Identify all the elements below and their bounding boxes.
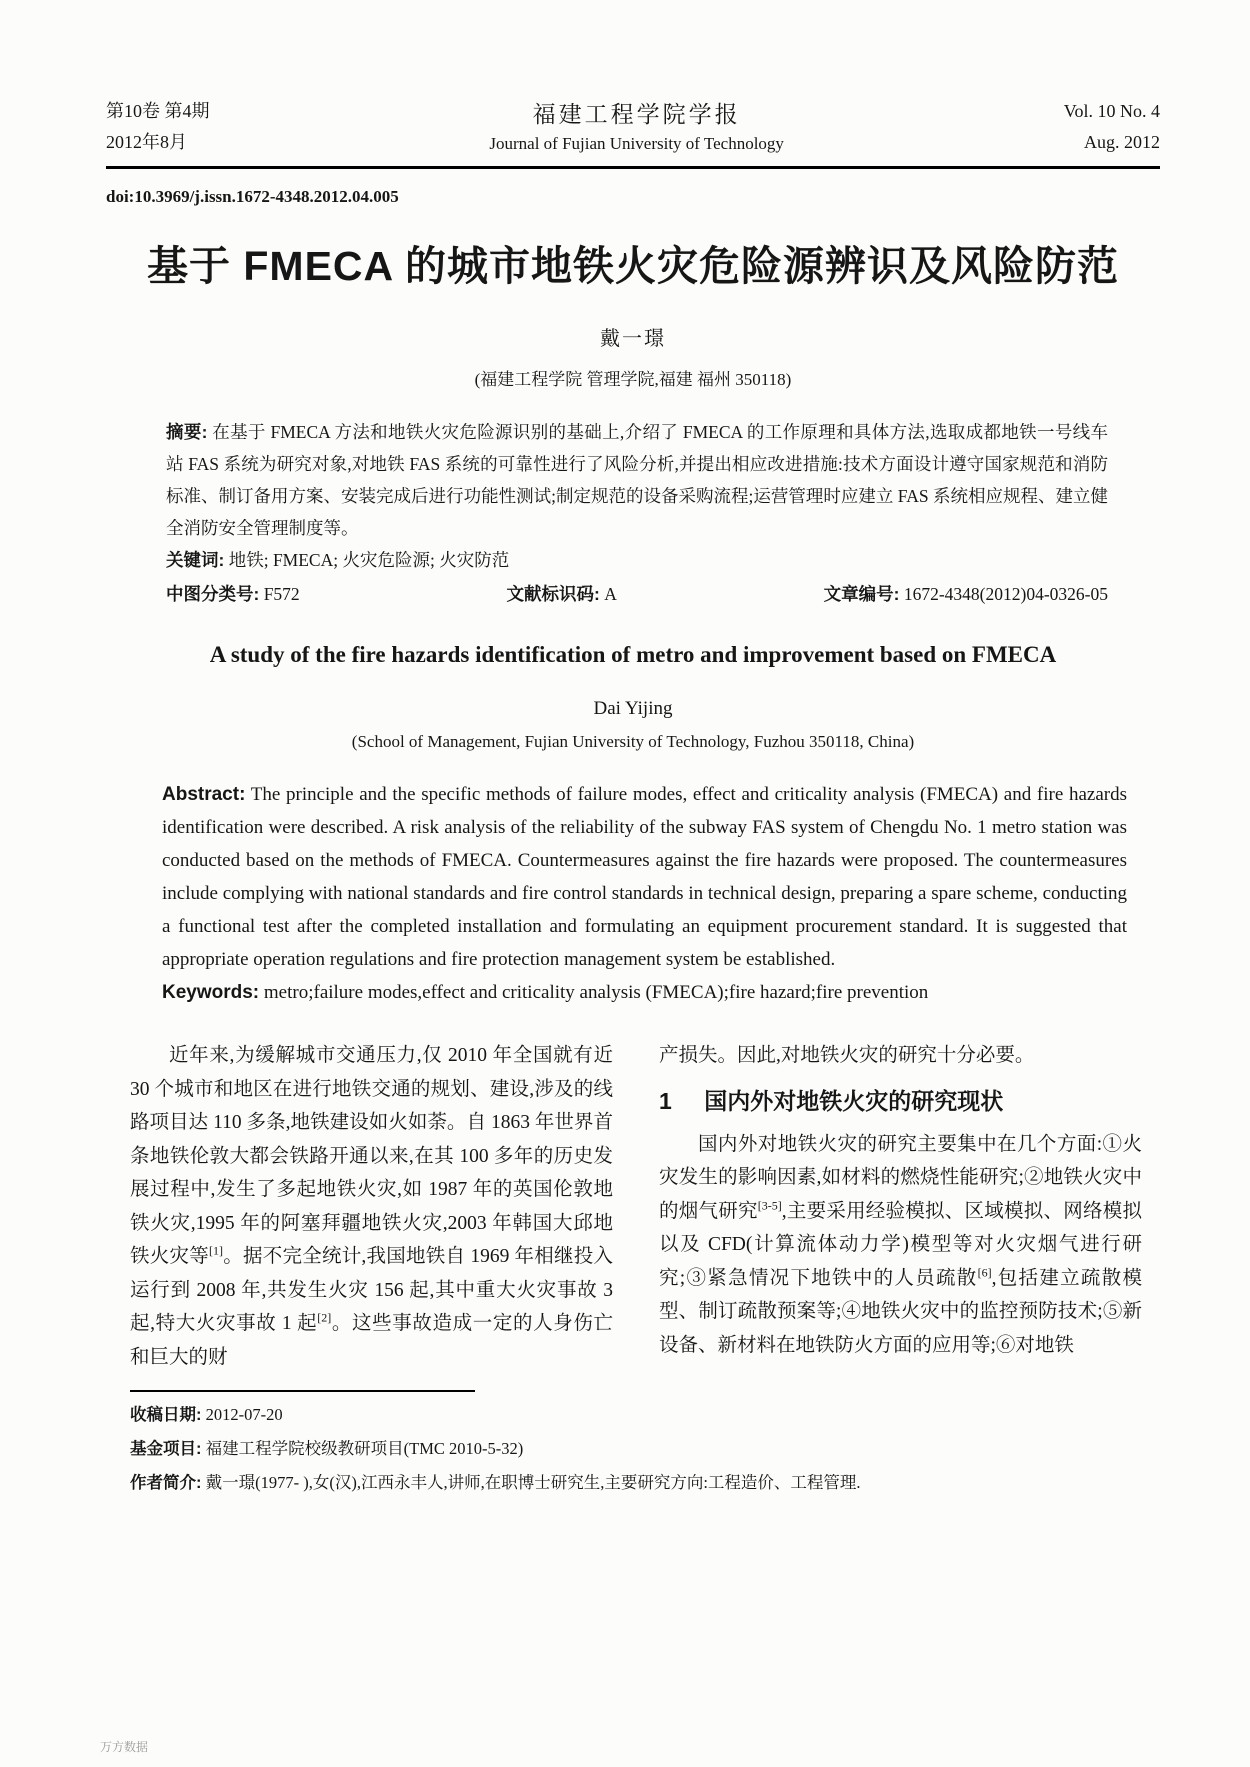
article-title-en: A study of the fire hazards identification of metro and improvement based on FMECA (209, 642, 1057, 667)
doi-line: doi:10.3969/j.issn.1672-4348.2012.04.005 (106, 187, 399, 206)
date-en: Aug. 2012 (1083, 132, 1160, 152)
fund-project-label: 基金项目: (130, 1440, 202, 1458)
volume-issue-en: Vol. 10 No. 4 (1063, 101, 1160, 121)
header-left (106, 96, 210, 158)
article-id-label: 文章编号: (823, 584, 900, 604)
keywords-cn-label: 关键词: (166, 550, 225, 570)
keywords-en-label: Keywords: (162, 982, 260, 1003)
abstract-cn-label: 摘要: (166, 422, 208, 442)
keywords-cn-line (166, 544, 1108, 576)
article-id-value: 1672-4348(2012)04-0326-05 (903, 584, 1108, 604)
footnote-divider (130, 1390, 475, 1392)
body-left-column (130, 1039, 613, 1374)
document-code (507, 578, 617, 610)
date-cn: 2012年8月 (106, 132, 187, 152)
fund-project-line (130, 1432, 1160, 1466)
affiliation-en: (School of Management, Fujian University of Technology, Fuzhou 350118, China) (351, 732, 915, 751)
received-date-label: 收稿日期: (130, 1406, 202, 1424)
author-bio-value: 戴一璟(1977- ),女(汉),江西永丰人,讲师,在职博士研究生,主要研究方向:工程造价、工程管理. (205, 1473, 861, 1492)
author-name-cn: 戴一璟 (600, 328, 666, 350)
wanfang-watermark: 万方数据 (100, 1740, 149, 1754)
abstract-cn-text: 在基于 FMECA 方法和地铁火灾危险源识别的基础上,介绍了 FMECA 的工作原理和具体方法,选取成都地铁一号线车站 FAS 系统为研究对象,对地铁 FAS 系统的可靠性进行了风险分析,并提出相应改进措施:技术方面设计遵守国家规范和消防标准、制订备用方案、安装完成后进行功能性测试;制定规范的设备采购流程;运营管理时应建立 FAS 系统相应规程、建立健全消防安全管理制度等。 (166, 422, 1109, 538)
received-date-line (130, 1398, 1160, 1432)
article-title-cn: 基于 FMECA 的城市地铁火灾危险源辨识及风险防范 (146, 243, 1120, 289)
keywords-cn-text: 地铁; FMECA; 火灾危险源; 火灾防范 (228, 550, 510, 570)
fund-project-value: 福建工程学院校级教研项目(TMC 2010-5-32) (205, 1439, 524, 1458)
header-center (489, 100, 784, 158)
affiliation-cn: (福建工程学院 管理学院,福建 福州 350118) (474, 370, 792, 389)
document-code-value: A (604, 584, 617, 604)
section-1-number: 1 (659, 1087, 672, 1114)
author-bio-label: 作者简介: (130, 1474, 202, 1492)
section-1-paragraph: 国内外对地铁火灾的研究主要集中在几个方面:①火灾发生的影响因素,如材料的燃烧性能研究;②地铁火灾中的烟气研究[3-5],主要采用经验模拟、区域模拟、网络模拟以及 CFD(计算流体动力学)模型等对火灾烟气进行研究;③紧急情况下地铁中的人员疏散[6],包括建立疏散模型、制订疏散预案等;④地铁火灾中的监控预防技术;⑤新设备、新材料在地铁防火方面的应用等;⑥对地铁 (659, 1133, 1142, 1356)
abstract-cn-block (166, 416, 1108, 610)
clc-number (166, 578, 300, 610)
author-name-en: Dai Yijing (593, 698, 673, 719)
body-right-column (659, 1039, 1142, 1374)
journal-header (106, 0, 1160, 169)
journal-title-cn: 福建工程学院学报 (532, 102, 741, 127)
abstract-cn-paragraph (166, 416, 1108, 544)
footnote-block (130, 1390, 1160, 1500)
clc-label: 中图分类号: (166, 584, 260, 604)
journal-title-en: Journal of Fujian University of Technology (489, 134, 784, 153)
intro-paragraph-continued: 产损失。因此,对地铁火灾的研究十分必要。 (659, 1045, 1035, 1066)
abstract-en-text: The principle and the specific methods of failure modes, effect and criticality analysis (FMECA) and fire hazards identification were described. A risk analysis of the reliability of the subway FAS system of Chengdu No. 1 metro station was conducted based on the methods of FMECA. Countermeasures against the fire hazards were proposed. The countermeasures include complying with national standards and fire control standards in technical design, preparing a spare scheme, conducting a functional test after the completed installation and formulating an equipment procurement standard. It is suggested that appropriate operation regulations and fire protection management system be established. (162, 784, 1127, 970)
section-1-heading (659, 1086, 1142, 1116)
volume-issue-cn: 第10卷 第4期 (106, 101, 210, 121)
abstract-en-label: Abstract: (162, 784, 246, 805)
keywords-en-line (162, 976, 1127, 1009)
body-columns (130, 1039, 1142, 1374)
abstract-en-paragraph (162, 778, 1127, 976)
received-date-value: 2012-07-20 (205, 1405, 283, 1424)
document-code-label: 文献标识码: (506, 584, 600, 604)
abstract-en-block (162, 778, 1127, 1009)
intro-paragraph: 近年来,为缓解城市交通压力,仅 2010 年全国就有近 30 个城市和地区在进行地铁交通的规划、建设,涉及的线路项目达 110 多条,地铁建设如火如荼。自 1863 年世界首条地铁伦敦大都会铁路开通以来,在其 100 多年的历史发展过程中,发生了多起地铁火灾,如 1987 年的英国伦敦地铁火灾,1995 年的阿塞拜疆地铁火灾,2003 年韩国大邱地铁火灾等[1]。据不完全统计,我国地铁自 1969 年相继投入运行到 2008 年,共发生火灾 156 起,其中重大火灾事故 3 起,特大火灾事故 1 起[2]。这些事故造成一定的人身伤亡和巨大的财 (130, 1045, 613, 1368)
clc-value: F572 (263, 584, 300, 604)
section-1-title: 国内外对地铁火灾的研究现状 (704, 1087, 1004, 1114)
header-right (1064, 96, 1160, 158)
page-content (106, 0, 1160, 1500)
article-id (824, 578, 1108, 610)
classification-line (166, 578, 1108, 610)
keywords-en-text: metro;failure modes,effect and criticality analysis (FMECA);fire hazard;fire prevention (263, 982, 929, 1003)
author-bio-line (130, 1466, 1160, 1500)
